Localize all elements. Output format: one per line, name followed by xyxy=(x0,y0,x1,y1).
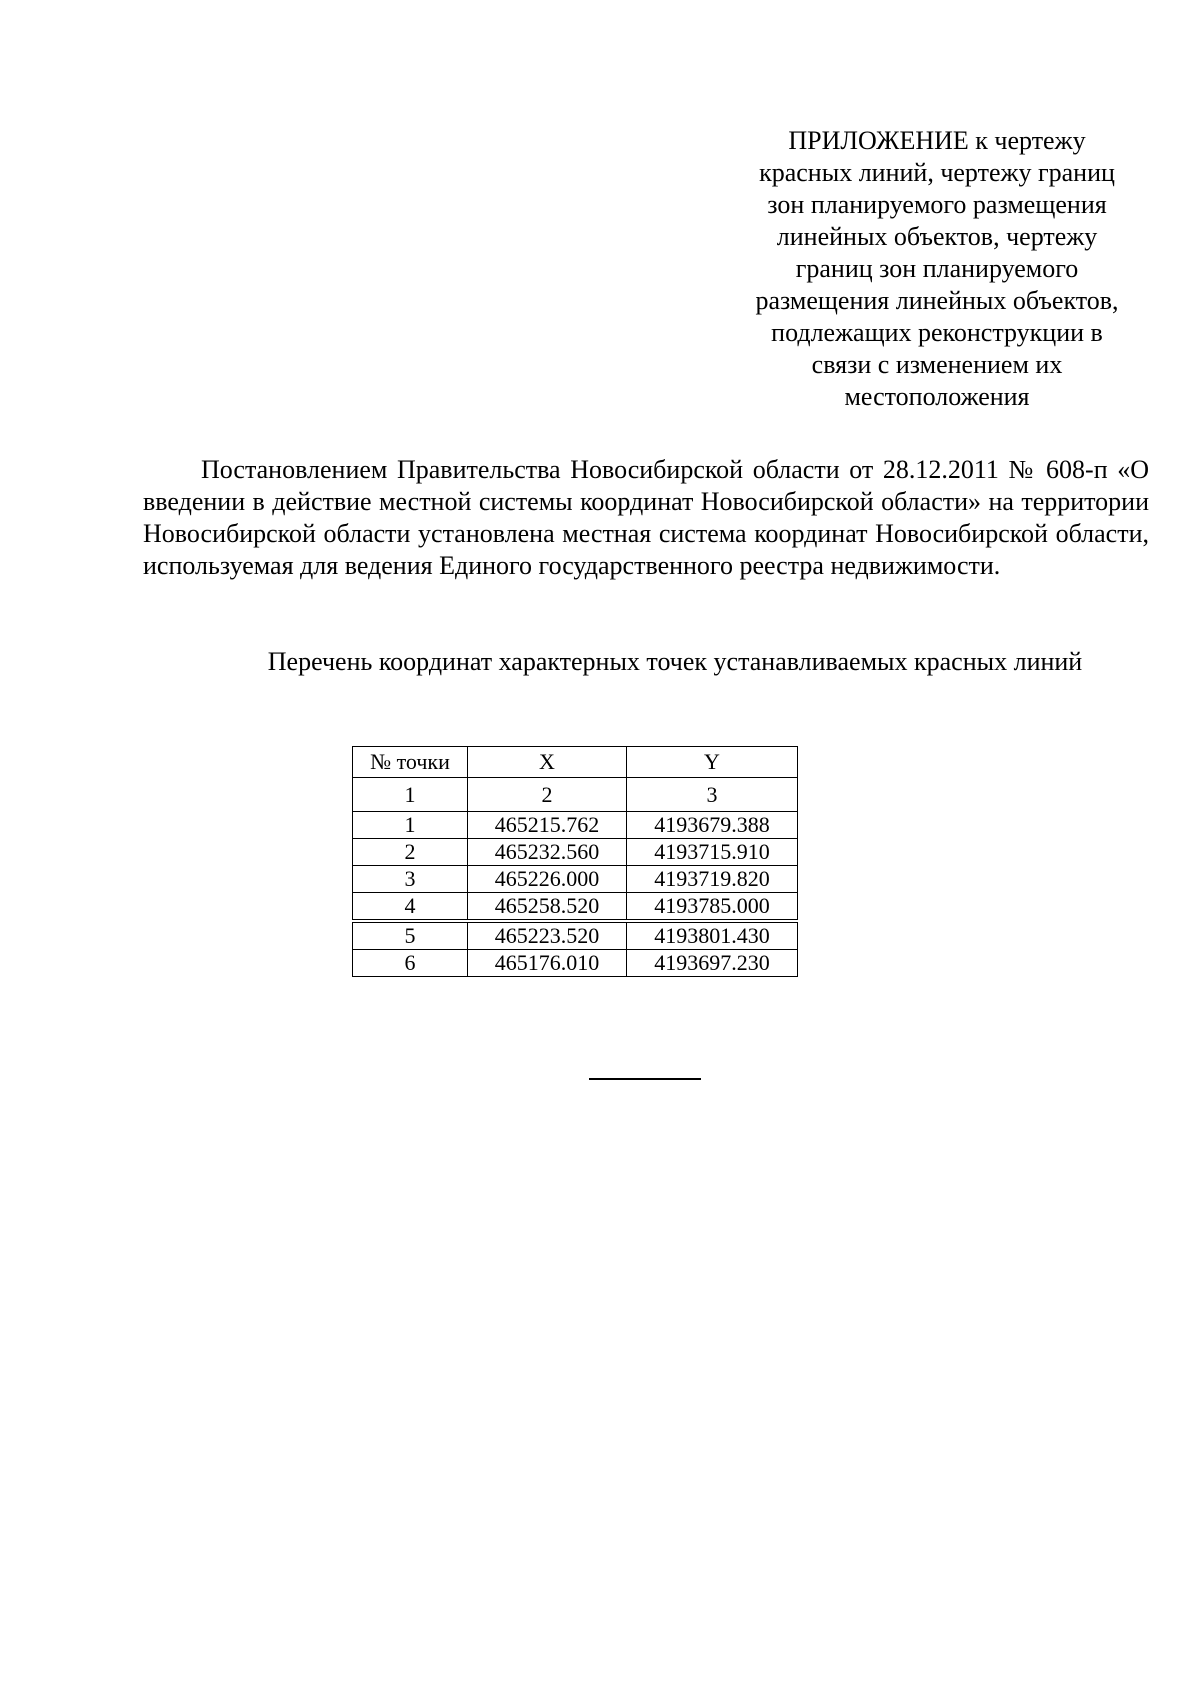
y-coordinate-cell: 4193697.230 xyxy=(627,950,798,977)
table-row xyxy=(353,893,798,922)
point-number-cell: 1 xyxy=(353,812,468,839)
x-coordinate-cell: 465232.560 xyxy=(468,839,627,866)
y-coordinate-cell: 4193719.820 xyxy=(627,866,798,893)
appendix-header-line: местоположения xyxy=(844,382,1030,411)
column-number-row xyxy=(353,778,798,812)
appendix-header-line: подлежащих реконструкции в xyxy=(771,318,1103,347)
y-coordinate-cell: 4193679.388 xyxy=(627,812,798,839)
table-row xyxy=(353,921,798,950)
appendix-header-line: красных линий, чертежу границ xyxy=(759,158,1115,187)
appendix-header-line: зон планируемого размещения xyxy=(767,190,1107,219)
point-number-cell: 3 xyxy=(353,866,468,893)
decree-paragraph: Постановлением Правительства Новосибирской области от 28.12.2011 № 608-п «О введении в действие местной системы координат Новосибирской области» на территории Новосибирской области установлена местная система координат Новосибирской области, используемая для ведения Единого государственного реестра недвижимости. xyxy=(143,455,1149,580)
appendix-header-line: размещения линейных объектов, xyxy=(755,286,1119,315)
table-row xyxy=(353,866,798,893)
table-header-row xyxy=(353,747,798,778)
y-coordinate-cell: 4193785.000 xyxy=(627,893,798,922)
column-number: 1 xyxy=(353,778,468,812)
end-of-document-line xyxy=(589,1078,701,1080)
column-header-y: Y xyxy=(627,747,798,778)
x-coordinate-cell: 465176.010 xyxy=(468,950,627,977)
column-header-x: X xyxy=(468,747,627,778)
appendix-header-line: границ зон планируемого xyxy=(795,254,1079,283)
column-number: 2 xyxy=(468,778,627,812)
list-title: Перечень координат характерных точек устанавливаемых красных линий xyxy=(267,647,1083,676)
y-coordinate-cell: 4193715.910 xyxy=(627,839,798,866)
appendix-header xyxy=(722,125,1152,413)
table-row xyxy=(353,950,798,977)
point-number-cell: 6 xyxy=(353,950,468,977)
appendix-header-line: линейных объектов, чертежу xyxy=(776,222,1098,251)
x-coordinate-cell: 465215.762 xyxy=(468,812,627,839)
x-coordinate-cell: 465226.000 xyxy=(468,866,627,893)
point-number-cell: 4 xyxy=(353,893,468,922)
y-coordinate-cell: 4193801.430 xyxy=(627,921,798,950)
appendix-header-line: связи с изменением их xyxy=(811,350,1063,379)
table-row xyxy=(353,812,798,839)
coordinates-table xyxy=(352,746,798,977)
appendix-header-line: ПРИЛОЖЕНИЕ к чертежу xyxy=(788,126,1086,155)
point-number-cell: 2 xyxy=(353,839,468,866)
table-row xyxy=(353,839,798,866)
x-coordinate-cell: 465258.520 xyxy=(468,893,627,922)
x-coordinate-cell: 465223.520 xyxy=(468,921,627,950)
point-number-cell: 5 xyxy=(353,921,468,950)
column-header-point: № точки xyxy=(353,747,468,778)
column-number: 3 xyxy=(627,778,798,812)
